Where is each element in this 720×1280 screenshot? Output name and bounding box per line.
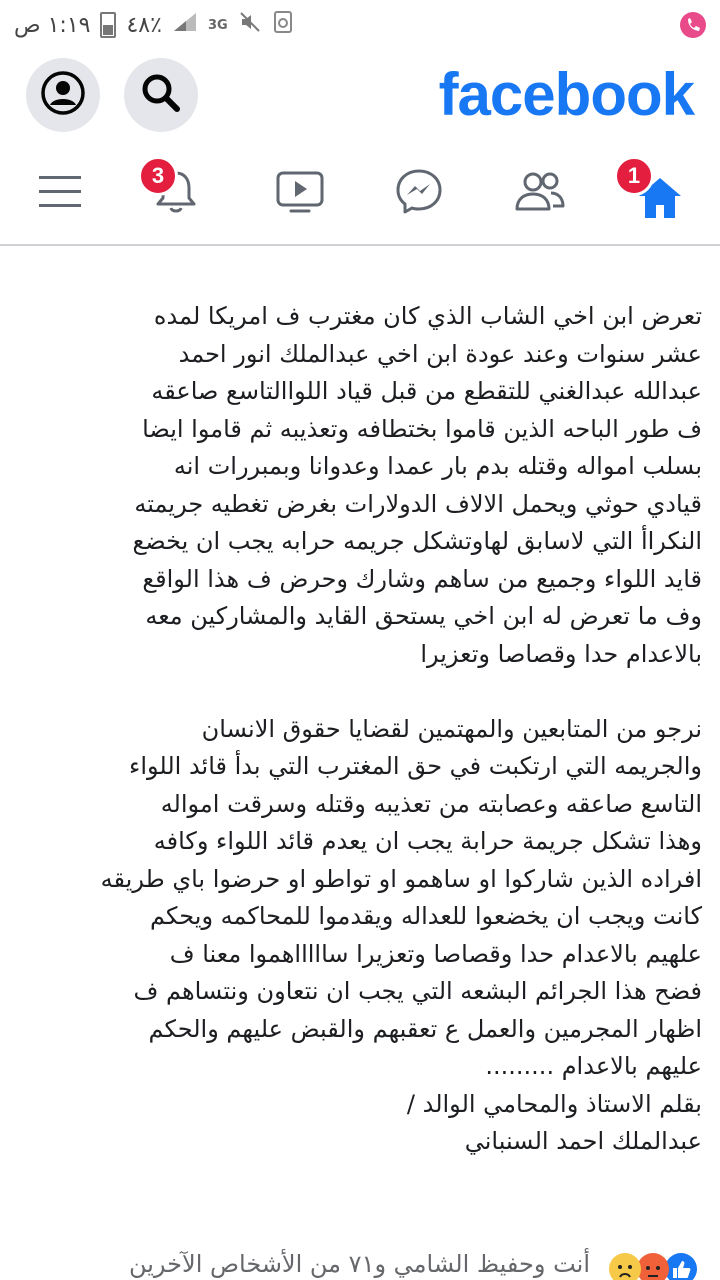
post-line: ف طور الباحه الذين قاموا بختطافه وتعذيبه ثم قاموا ايضا [142, 414, 702, 443]
watch-tab[interactable] [260, 154, 340, 234]
post-line: كانت ويجب ان يخضعوا للعداله ويقدموا للمحاكمه ويحكم [150, 902, 702, 930]
recycle-icon [272, 10, 294, 40]
post-line: وف ما تعرض له ابن اخي يستحق القايد والمشاركين معه [145, 602, 702, 630]
facebook-logo[interactable]: facebook [438, 61, 694, 128]
home-tab[interactable] [620, 154, 700, 234]
notifications-tab[interactable] [136, 154, 216, 234]
post-line: قيادي حوثي ويحمل الالاف الدولارات بغرض تغطيه جريمته [134, 489, 702, 518]
search-icon [140, 72, 182, 118]
mute-icon [238, 10, 262, 40]
paragraph-gap [12, 673, 702, 711]
video-icon [275, 168, 325, 220]
post-line: التاسع صاعقه وعصابته من تعذيبه وقتله وسرقت امواله [160, 789, 702, 818]
post-line: والجريمه التي ارتكبت في حق المغترب التي بدأ قائد اللواء [129, 752, 702, 780]
post-line: عليهم بالاعدام ......... [485, 1052, 702, 1080]
friends-tab[interactable] [500, 154, 580, 234]
post-line: اظهار المجرمين والعمل ع تعقبهم والقبض عليهم والحكم [148, 1014, 702, 1043]
battery-icon [100, 12, 116, 38]
main-nav [0, 140, 720, 246]
call-notification-icon [676, 8, 710, 42]
post-line: علهيم بالاعدام حدا وقصاصا وتعزيرا ساااااهموا معنا ف [169, 939, 702, 968]
hamburger-menu-icon [38, 172, 82, 216]
post-line: وهذا تشكل جريمة حرابة يجب ان يعدم قائد اللواء وكافه [153, 827, 702, 855]
app-header [0, 50, 720, 140]
signal-icon [172, 11, 198, 39]
profile-icon [40, 70, 86, 120]
home-badge: 1 [614, 156, 654, 196]
post-author: عبدالملك احمد السنباني [464, 1127, 702, 1155]
post-line: بسلب امواله وقتله بدم بار عمدا وعدوانا وبمبررات انه [173, 452, 702, 480]
post-line: عشر سنوات وعند عودة ابن اخي عبدالملك انور احمد [178, 339, 702, 368]
sad-reaction-icon [608, 1252, 642, 1280]
messenger-icon [394, 167, 444, 221]
post-signature: بقلم الاستاذ والمحامي الوالد / [406, 1089, 702, 1118]
profile-button[interactable] [26, 58, 100, 132]
reactions-summary[interactable]: أنت وحفيظ الشامي و٧١ من الأشخاص الآخرين [128, 1250, 590, 1278]
post-line: افراده الذين شاركوا او ساهمو او تواطو او حرضوا باي طريقه [100, 864, 702, 893]
post-body [0, 246, 720, 1236]
post-line: النكراأ التي لاسابق لهاوتشكل جريمه حرابه يجب ان يخضع [132, 527, 702, 555]
battery-level: ٤٨٪ [126, 12, 162, 38]
search-button[interactable] [124, 58, 198, 132]
post-line: تعرض ابن اخي الشاب الذي كان مغترب ف امريكا لمده [153, 302, 702, 330]
post-line: فضح هذا الجرائم البشعه التي يجب ان نتعاون ونتساهم ف [133, 977, 702, 1005]
status-bar [0, 0, 720, 50]
post-line: عبدالله عبدالغني للتقطع من قبل قياد اللواالتاسع صاعقه [151, 377, 702, 405]
post-line: نرجو من المتابعين والمهتمين لقضايا حقوق الانسان [201, 714, 702, 743]
clock: ١:١٩ ص [14, 12, 91, 38]
network-type: 3G [207, 17, 228, 33]
post-text [12, 298, 702, 1161]
menu-tab[interactable] [20, 154, 100, 234]
notifications-badge: 3 [138, 156, 178, 196]
status-indicators [14, 8, 294, 42]
reaction-icons [598, 1252, 698, 1280]
post-line: قايد اللواء وجميع من ساهم وشارك وحرض ف هذا الواقع [142, 564, 702, 593]
post-line: بالاعدام حدا وقصاصا وتعزيرا [420, 639, 702, 668]
messenger-tab[interactable] [379, 154, 459, 234]
friends-icon [513, 169, 567, 219]
reactions-bar[interactable] [0, 1246, 720, 1280]
